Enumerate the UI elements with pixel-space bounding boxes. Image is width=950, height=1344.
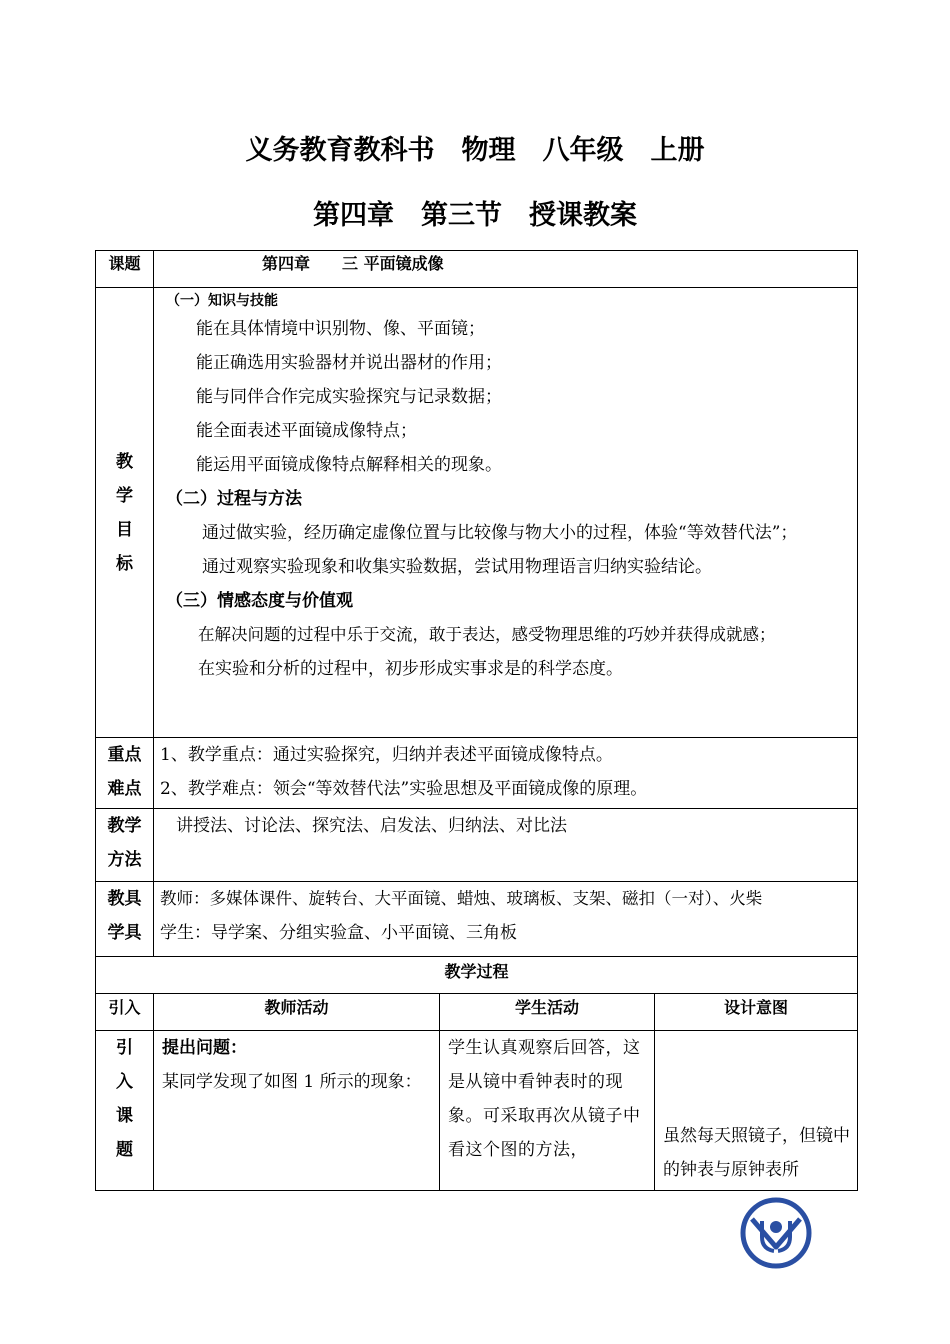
process-methods-text: 通过观察实验现象和收集实验数据，尝试用物理语言归纳实验结论。 — [202, 557, 712, 577]
methods-label — [96, 809, 154, 882]
intro-label-char: 入 — [116, 1072, 133, 1092]
teacher-question-heading: 提出问题： — [162, 1038, 247, 1058]
tools-label-line: 学具 — [107, 923, 142, 943]
process-header-row — [96, 994, 858, 1031]
objectives-label-char: 标 — [116, 553, 133, 574]
lesson-plan-table — [95, 250, 858, 1191]
process-title: 教学过程 — [96, 957, 858, 994]
intro-label — [96, 1031, 154, 1191]
objectives-label-char: 目 — [116, 519, 133, 540]
intro-design-intent — [655, 1031, 858, 1191]
tools-label-line: 教具 — [107, 889, 142, 909]
difficulty-item: 2、教学难点：领会“等效替代法”实验思想及平面镜成像的原理。 — [160, 779, 648, 799]
column-header-student: 学生活动 — [440, 994, 655, 1031]
objectives-label-char: 学 — [116, 485, 133, 506]
intro-teacher-activity — [154, 1031, 440, 1191]
methods-content — [154, 809, 858, 882]
key-points-content — [154, 738, 858, 809]
topic-row — [96, 251, 858, 288]
objectives-label — [96, 288, 154, 738]
intro-student-activity — [440, 1031, 655, 1191]
column-header-teacher: 教师活动 — [154, 994, 440, 1031]
column-header-intro: 引入 — [96, 994, 154, 1031]
document-title: 义务教育教科书 物理 八年级 上册 — [245, 135, 705, 166]
objective-item: 能全面表述平面镜成像特点； — [196, 421, 417, 441]
objectives-row — [96, 288, 858, 738]
objective-item: 能正确选用实验器材并说出器材的作用； — [196, 353, 502, 373]
key-points-label-line: 难点 — [107, 779, 142, 799]
school-logo-icon — [740, 1197, 812, 1269]
student-activity-text: 学生认真观察后回答，这是从镜中看钟表时的现象。可采取再次从镜子中看这个图的方法， — [448, 1038, 641, 1160]
attitude-values-text: 在实验和分析的过程中，初步形成实事求是的科学态度。 — [198, 659, 623, 679]
key-points-row — [96, 738, 858, 809]
process-row-intro — [96, 1031, 858, 1191]
attitude-values-text: 在解决问题的过程中乐于交流，敢于表达，感受物理思维的巧妙并获得成就感； — [198, 625, 776, 644]
intro-label-char: 课 — [116, 1106, 133, 1126]
key-point-item: 1、教学重点：通过实验探究，归纳并表述平面镜成像特点。 — [160, 745, 613, 765]
objectives-content — [154, 288, 858, 738]
methods-row — [96, 809, 858, 882]
tools-row — [96, 882, 858, 957]
student-tools: 学生：导学案、分组实验盒、小平面镜、三角板 — [160, 923, 517, 943]
teacher-tools: 教师：多媒体课件、旋转台、大平面镜、蜡烛、玻璃板、支架、磁扣（一对）、火柴 — [160, 889, 763, 908]
topic-label: 课题 — [96, 251, 154, 288]
design-intent-text: 虽然每天照镜子，但镜中的钟表与原钟表所 — [663, 1126, 850, 1180]
process-title-row — [96, 957, 858, 994]
objectives-label-char: 教 — [116, 451, 133, 472]
topic-value: 第四章 三 平面镜成像 — [154, 251, 858, 288]
objective-item: 能与同伴合作完成实验探究与记录数据； — [196, 387, 502, 407]
methods-label-line: 方法 — [107, 850, 142, 870]
process-methods-heading: （二）过程与方法 — [166, 489, 302, 509]
intro-label-char: 引 — [116, 1038, 133, 1058]
key-points-label-line: 重点 — [107, 745, 142, 765]
attitude-values-heading: （三）情感态度与价值观 — [166, 591, 353, 611]
tools-content — [154, 882, 858, 957]
objective-item: 能在具体情境中识别物、像、平面镜； — [196, 319, 485, 339]
teacher-question-text: 某同学发现了如图 1 所示的现象： — [162, 1072, 422, 1092]
methods-label-line: 教学 — [107, 816, 142, 836]
intro-label-char: 题 — [116, 1140, 133, 1160]
knowledge-skills-heading: （一）知识与技能 — [166, 293, 278, 309]
tools-label — [96, 882, 154, 957]
objective-item: 能运用平面镜成像特点解释相关的现象。 — [196, 455, 502, 475]
column-header-intent: 设计意图 — [655, 994, 858, 1031]
process-methods-text: 通过做实验，经历确定虚像位置与比较像与物大小的过程，体验“等效替代法”； — [202, 523, 798, 543]
document-subtitle: 第四章 第三节 授课教案 — [313, 200, 637, 231]
methods-value: 讲授法、讨论法、探究法、启发法、归纳法、对比法 — [176, 816, 567, 836]
key-points-label — [96, 738, 154, 809]
